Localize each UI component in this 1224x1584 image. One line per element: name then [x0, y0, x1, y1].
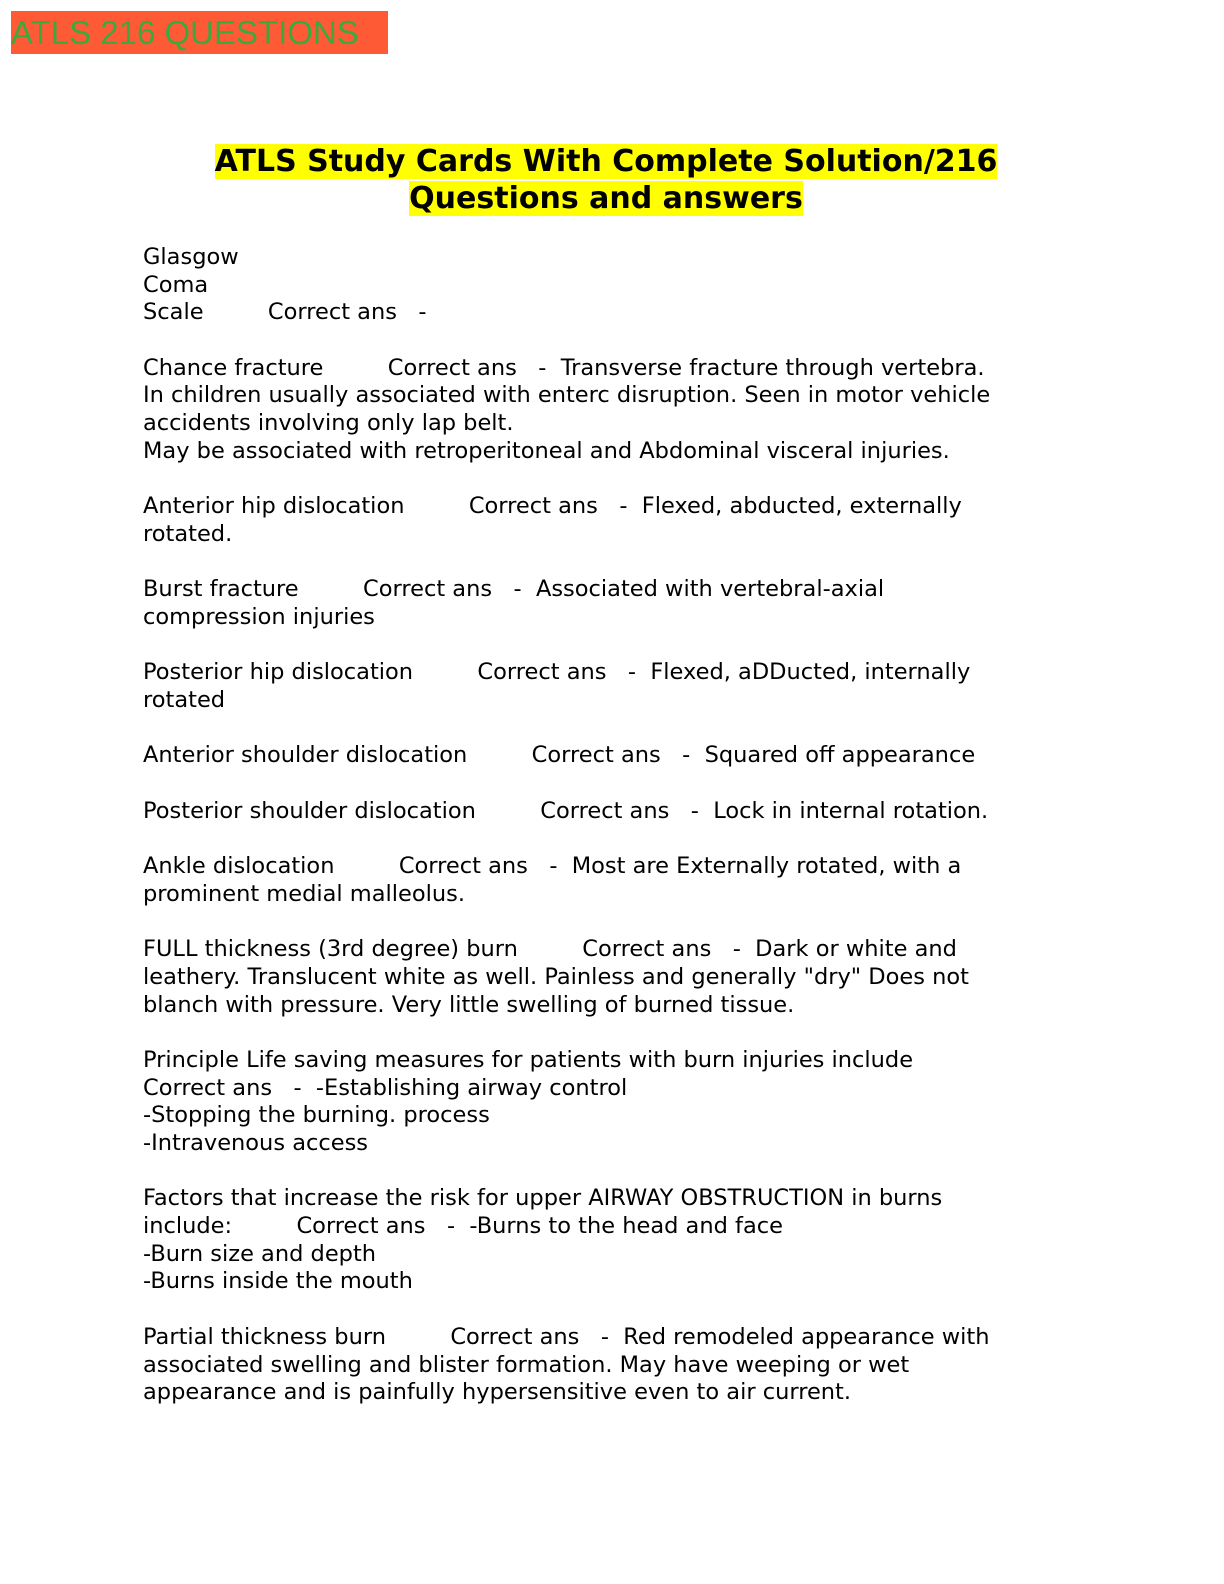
card-text-line: include: Correct ans - -Burns to the head and face [143, 1213, 783, 1240]
study-cards-list [143, 244, 1063, 1435]
study-card [143, 576, 1063, 631]
page-title-line-2 [150, 180, 1062, 217]
card-text-line: blanch with pressure. Very little swelling of burned tissue. [143, 991, 795, 1018]
card-text-line: Burst fracture Correct ans - Associated with vertebral-axial [143, 576, 885, 603]
page-title-line-1 [150, 143, 1062, 180]
card-text-line: FULL thickness (3rd degree) burn Correct ans - Dark or white and [143, 936, 957, 963]
study-card [143, 853, 1063, 908]
study-card [143, 1047, 1063, 1158]
study-card [143, 936, 1063, 1019]
card-text-line: May be associated with retroperitoneal and Abdominal visceral injuries. [143, 437, 950, 464]
card-text-line: Ankle dislocation Correct ans - Most are Externally rotated, with a [143, 853, 962, 880]
page-title-text-1: ATLS Study Cards With Complete Solution/216 [214, 144, 998, 179]
study-card [143, 355, 1063, 466]
card-text-line: Factors that increase the risk for upper AIRWAY OBSTRUCTION in burns [143, 1185, 943, 1212]
card-text-line: -Burns inside the mouth [143, 1268, 413, 1295]
card-text-line: -Burn size and depth [143, 1240, 377, 1267]
page-title-text-2: Questions and answers [409, 181, 803, 216]
card-text-line: accidents involving only lap belt. [143, 410, 514, 437]
card-text-line: -Stopping the burning. process [143, 1102, 490, 1129]
card-text-line: Principle Life saving measures for patients with burn injuries include [143, 1046, 914, 1073]
card-text-line: rotated [143, 687, 226, 713]
study-card [143, 1324, 1063, 1407]
card-text-line: appearance and is painfully hypersensitive even to air current. [143, 1379, 852, 1406]
study-card [143, 493, 1063, 548]
card-text-line: Coma [143, 271, 209, 298]
card-text-line: associated swelling and blister formation. May have weeping or wet [143, 1351, 910, 1378]
card-text-line: In children usually associated with enterc disruption. Seen in motor vehicle [143, 382, 991, 409]
study-card [143, 798, 1063, 826]
study-card [143, 742, 1063, 770]
card-text-line: Posterior shoulder dislocation Correct ans - Lock in internal rotation. [143, 797, 989, 824]
card-text-line: prominent medial malleolus. [143, 880, 465, 907]
study-card [143, 1185, 1063, 1296]
card-text-line: Chance fracture Correct ans - Transverse fracture through vertebra. [143, 354, 985, 381]
card-text-line: leathery. Translucent white as well. Painless and generally "dry" Does not [143, 963, 969, 990]
card-text-line: Glasgow [143, 244, 239, 270]
header-banner [11, 11, 388, 54]
card-text-line: Scale Correct ans - [143, 299, 427, 326]
card-text-line: -Intravenous access [143, 1130, 369, 1156]
card-text-line: Correct ans - -Establishing airway control [143, 1074, 628, 1101]
card-text-line: compression injuries [143, 603, 375, 630]
card-text-line: rotated. [143, 520, 233, 547]
study-card [143, 659, 1063, 714]
card-text-line: Anterior hip dislocation Correct ans - Flexed, abducted, externally [143, 493, 962, 520]
card-text-line: Anterior shoulder dislocation Correct ans - Squared off appearance [143, 742, 976, 769]
card-text-line: Posterior hip dislocation Correct ans - Flexed, aDDucted, internally [143, 659, 971, 686]
banner-title: ATLS 216 QUESTIONS [11, 14, 359, 51]
card-text-line: Partial thickness burn Correct ans - Red remodeled appearance with [143, 1323, 990, 1350]
study-card [143, 244, 1063, 327]
